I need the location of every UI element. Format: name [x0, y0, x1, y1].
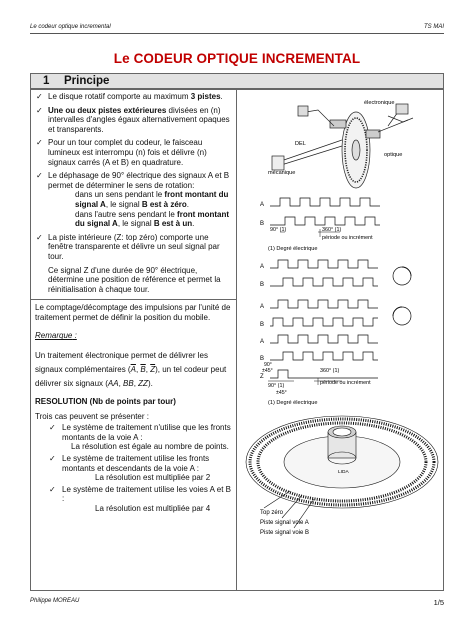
label-360-2: 360° (1) — [320, 368, 340, 374]
abz-signals — [268, 335, 378, 385]
check-icon: ✓ — [36, 232, 43, 242]
label-periode-2: période ou incrément — [320, 380, 371, 386]
case-two-result: La résolution est multipliée par 2 — [95, 473, 211, 483]
check-icon: ✓ — [36, 92, 43, 101]
signal-b-label-4: B — [260, 356, 265, 362]
label-mecanique: mécanique — [268, 170, 296, 176]
column-divider — [236, 89, 237, 591]
case-three-result: La résolution est multipliée par 4 — [95, 504, 211, 513]
label-pm45: ±45° — [262, 368, 273, 374]
label-piste-a: Piste signal voie A — [260, 520, 309, 526]
signal-a-label-3: A — [260, 304, 265, 310]
section-heading — [30, 73, 444, 89]
label-optique: optique — [384, 152, 403, 158]
label-periode-1: période ou incrément — [322, 235, 373, 241]
label-electronique: électronique — [364, 100, 395, 106]
remark-heading: Remarque : — [35, 331, 77, 341]
label-del: DEL — [295, 141, 306, 147]
case-one: ✓ Le système de traitement n'utilise que les fronts montants de la voie A : — [49, 423, 231, 442]
counting-text: Le comptage/décomptage des impulsions par l'unité de traitement permet de définir la position du mobile. — [35, 303, 231, 322]
signal-a-label-4: A — [260, 339, 265, 345]
page-number: 1/5 — [433, 598, 444, 607]
signal-b-label-2: B — [260, 282, 265, 288]
check-icon: ✓ — [49, 454, 56, 464]
check-icon: ✓ — [36, 138, 43, 148]
bullet-inner-track: ✓ La piste intérieure (Z: top zéro) comporte une fenêtre transparente et délivre un seul signal par tour. — [36, 232, 220, 261]
label-top-zero: Top zéro — [260, 510, 284, 516]
encoder-figures — [238, 90, 443, 590]
resolution-intro: Trois cas peuvent se présenter : — [35, 411, 149, 421]
resolution-heading: RESOLUTION (Nb de points par tour) — [35, 397, 176, 407]
quadrature-signals-3 — [270, 300, 411, 326]
section-label: Principe — [64, 75, 110, 87]
signal-b-label: B — [260, 221, 265, 227]
signal-a-label: A — [260, 202, 265, 208]
bullet-disk: ✓ Le disque rotatif comporte au maximum 3 pistes. — [36, 92, 223, 101]
signal-a-label-2: A — [260, 264, 265, 270]
quadrature-signals-2 — [270, 260, 411, 286]
bullet-phase-shift: ✓ Le déphasage de 90° électrique des signaux A et B permet de déterminer le sens de rotation: dans un sens pendant le front montant du signal A, le signal B est à zéro. dans l'autre sens pendant le front montant du signal A, le signal B est à un. — [36, 171, 230, 229]
label-degre-1: (1) Degré électrique — [268, 246, 318, 252]
label-degre-2: (1) Degré électrique — [268, 400, 318, 406]
bullet-outer-tracks: ✓ Une ou deux pistes extérieures divisées en (n) intervalles d'angles égaux alternativement opaques et transparents. — [36, 105, 230, 134]
page-title: Le CODEUR OPTIQUE INCREMENTAL — [113, 51, 361, 66]
direction-two: dans l'autre sens pendant le front montant du signal A, le signal B est à un. — [75, 209, 230, 229]
label-360-1: 360° (1) — [322, 227, 342, 233]
case-one-result: La résolution est égale au nombre de points. — [71, 442, 229, 452]
check-icon: ✓ — [49, 423, 56, 433]
disk-brand: LIDA — [338, 470, 349, 475]
footer-author: Philippe MOREAU — [30, 598, 80, 604]
bullet-full-turn: ✓ Pour un tour complet du codeur, le faisceau lumineux est interrompu (n) fois et délivre (n) signaux carrés (A et B) en quadrature. — [36, 138, 207, 167]
direction-one: dans un sens pendant le front montant du signal A, le signal B est à zéro. — [75, 190, 229, 209]
signal-z-label: Z — [260, 374, 264, 380]
header-doc-title: Le codeur optique incremental — [30, 24, 111, 30]
text-column — [35, 92, 231, 514]
signal-b-label-3: B — [260, 322, 265, 328]
label-90-3: 90° (1) — [268, 383, 285, 389]
label-piste-b: Piste signal voie B — [260, 530, 310, 536]
check-icon: ✓ — [36, 171, 43, 181]
section-number: 1 — [43, 75, 50, 87]
label-90-2: 90° — [264, 362, 272, 368]
case-two: ✓ Le système de traitement utilise les fronts montants et descendants de la voie A : — [49, 454, 210, 473]
remark-text: Un traitement électronique permet de délivrer les signaux complémentaires ($\overline{A}$, $\overline{B}$, $\overline{Z}$), un tel codeur peut délivrer six signaux (AA, BB, ZZ). — [35, 351, 227, 389]
z-signal-text: Ce signal Z d'une durée de 90° électrique, détermine une position de référence et permet la réinitialisation à chaque tour. — [48, 265, 221, 294]
check-icon: ✓ — [36, 105, 43, 115]
label-90-1: 90° (1) — [270, 227, 287, 233]
header-class: TS MAI — [423, 24, 444, 30]
case-three: ✓ Le système de traitement utilise les voies A et B : — [49, 484, 231, 504]
check-icon: ✓ — [49, 484, 56, 494]
label-pm45-2: ±45° — [276, 390, 287, 396]
header-divider — [30, 33, 444, 34]
